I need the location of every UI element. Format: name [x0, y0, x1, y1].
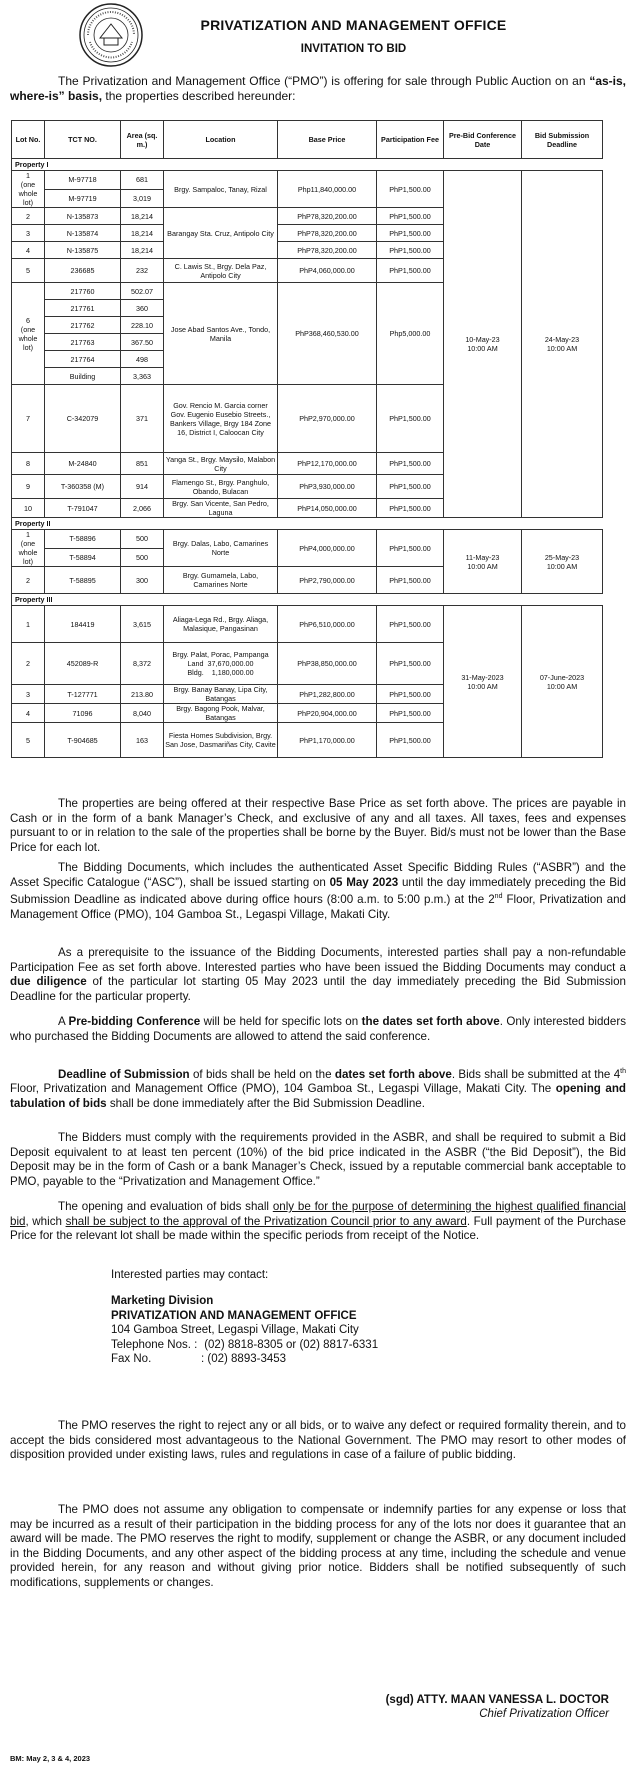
table-row — [12, 606, 603, 643]
tct-number: C-342079 — [45, 385, 121, 453]
table-header-cell: Participation Fee — [377, 121, 444, 159]
signatory-title: Chief Privatization Officer — [479, 1708, 609, 1721]
property-group-label: Property II — [12, 518, 603, 530]
participation-fee: PhP1,500.00 — [377, 259, 444, 283]
base-price: PhP4,000,000.00 — [278, 530, 377, 567]
dates-label: dates set forth above — [334, 1067, 452, 1081]
property-group-label: Property I — [12, 159, 603, 171]
intro-text: The Privatization and Management Office (“PMO”) is offering for sale through Public Auction on an — [58, 74, 590, 88]
area: 8,372 — [121, 643, 164, 685]
lot-number: 1 (one whole lot) — [12, 530, 45, 567]
participation-fee: Php5,000.00 — [377, 283, 444, 385]
bid-submission-deadline: 25-May-23 10:00 AM — [522, 530, 603, 594]
paragraph-text: The Bidding Documents, which includes the authenticated Asset Specific Bidding Rules (“ASBR”) and the Asset Specific Catalogue (“ASC”), shall be issued starting on — [10, 861, 626, 889]
lot-number: 10 — [12, 499, 45, 518]
prebid-conference-date: 11-May-23 10:00 AM — [444, 530, 522, 594]
participation-fee: PhP1,500.00 — [377, 475, 444, 499]
location: Brgy. Banay Banay, Lipa City, Batangas — [164, 685, 278, 704]
table-row — [12, 530, 603, 549]
area: 371 — [121, 385, 164, 453]
superscript: th — [620, 1068, 626, 1075]
lot-number: 2 — [12, 567, 45, 594]
participation-fee: PhP1,500.00 — [377, 385, 444, 453]
lot-number: 5 — [12, 723, 45, 758]
tct-number: M-97718 — [45, 171, 121, 190]
area: 2,066 — [121, 499, 164, 518]
contact-fax — [111, 1352, 378, 1366]
header — [0, 0, 637, 68]
area: 18,214 — [121, 208, 164, 225]
property-group-row — [12, 594, 603, 606]
paragraph-text: Floor, Privatization and Management Office (PMO), 104 Gamboa St., Legaspi Village, Makati City. The — [10, 1082, 556, 1096]
tct-number: T-58896 — [45, 530, 121, 549]
paragraph-prebidding — [10, 1015, 626, 1044]
tct-number: 184419 — [45, 606, 121, 643]
lot-number: 4 — [12, 242, 45, 259]
base-price: PhP1,170,000.00 — [278, 723, 377, 758]
location: Brgy. Sampaloc, Tanay, Rizal — [164, 171, 278, 208]
participation-fee: PhP1,500.00 — [377, 723, 444, 758]
location: Brgy. Dalas, Labo, Camarines Norte — [164, 530, 278, 567]
tct-number: M-24840 — [45, 453, 121, 475]
base-price: PhP12,170,000.00 — [278, 453, 377, 475]
paragraph-bidding-documents — [10, 861, 626, 922]
area: 163 — [121, 723, 164, 758]
paragraph-text: of the particular lot starting 05 May 2023 until the day immediately preceding the Bid Submission Deadline for the particular property. — [10, 975, 626, 1003]
area: 498 — [121, 351, 164, 368]
location: Brgy. Gumamela, Labo, Camarines Norte — [164, 567, 278, 594]
participation-fee: PhP1,500.00 — [377, 606, 444, 643]
area: 500 — [121, 530, 164, 549]
base-price: PhP6,510,000.00 — [278, 606, 377, 643]
intro-bold: “as-is, where-is” basis, — [10, 74, 626, 103]
base-price: PhP3,930,000.00 — [278, 475, 377, 499]
paragraph-text: The PMO does not assume any obligation to compensate or indemnify parties for any expense or loss that may be incurred as a result of their participation in the bidding process for any of the lots nor does it guarantee that an award will be made. The PMO reserves the right to modify, supplement or change the ASBR, or any document included in the Bidding Documents, and any other aspect of the bidding process at any time, including the schedule and venue provided herein, for any reason and without giving prior notice. Bidders shall be notified subsequently of such modifications, supplements or changes. — [10, 1503, 626, 1589]
area: 360 — [121, 300, 164, 317]
tct-number: Building — [45, 368, 121, 385]
paragraph-text: . Bids shall be submitted at the 4 — [451, 1067, 621, 1081]
table-row — [12, 171, 603, 190]
base-price: PhP2,790,000.00 — [278, 567, 377, 594]
contact-division: Marketing Division — [111, 1295, 214, 1308]
area: 232 — [121, 259, 164, 283]
bid-submission-deadline: 07-June-2023 10:00 AM — [522, 606, 603, 758]
paragraph-text: . Only interested bidders who purchased the Bidding Documents are allowed to attend the said conference. — [10, 1015, 626, 1043]
location: Aliaga-Lega Rd., Brgy. Aliaga, Malasique, Pangasinan — [164, 606, 278, 643]
base-price: PhP78,320,200.00 — [278, 208, 377, 225]
intro-paragraph — [10, 74, 626, 104]
paragraph-text: Floor, Privatization and Management Office (PMO), 104 Gamboa St., Legaspi Village, Makati City. — [10, 893, 626, 921]
participation-fee: PhP1,500.00 — [377, 453, 444, 475]
lot-number: 5 — [12, 259, 45, 283]
location: Brgy. Palat, Porac, Pampanga Land 37,670,000.00 Bldg. 1,180,000.00 — [164, 643, 278, 685]
pmo-seal-icon — [78, 2, 144, 68]
paragraph-text: until the day immediately preceding the Bid Submission Deadline as indicated above during office hours (8:00 a.m. to 5:00 p.m.) at the 2 — [10, 875, 627, 907]
prebid-conference-date: 10-May-23 10:00 AM — [444, 171, 522, 518]
lot-number: 4 — [12, 704, 45, 723]
participation-fee: PhP1,500.00 — [377, 530, 444, 567]
participation-fee: PhP1,500.00 — [377, 225, 444, 242]
property-group-label: Property III — [12, 594, 603, 606]
property-group-row — [12, 518, 603, 530]
contact-office: PRIVATIZATION AND MANAGEMENT OFFICE — [111, 1309, 357, 1322]
paragraph-text: The PMO reserves the right to reject any or all bids, or to waive any defect or required formality therein, and to accept the bids considered most advantageous to the National Government. The PMO may resort to other modes of disposition provided under existing laws, rules and regulations in case of a failure of public bidding. — [10, 1419, 626, 1462]
tct-number: N-135874 — [45, 225, 121, 242]
location: Brgy. San Vicente, San Pedro, Laguna — [164, 499, 278, 518]
paragraph-text: shall be done immediately after the Bid Submission Deadline. — [106, 1097, 425, 1111]
participation-fee: PhP1,500.00 — [377, 567, 444, 594]
paragraph-reservation — [10, 1419, 626, 1463]
lot-number: 3 — [12, 685, 45, 704]
paragraph-text: . Full payment of the Purchase Price for the relevant lot shall be made within the specific periods from receipt of the Notice. — [10, 1214, 627, 1243]
location: Jose Abad Santos Ave., Tondo, Manila — [164, 283, 278, 385]
lot-number: 8 — [12, 453, 45, 475]
tct-number: 71096 — [45, 704, 121, 723]
lot-number: 3 — [12, 225, 45, 242]
lot-number: 1 — [12, 606, 45, 643]
fax-number: : (02) 8893-3453 — [201, 1353, 287, 1366]
location: Barangay Sta. Cruz, Antipolo City — [164, 208, 278, 259]
location: Fiesta Homes Subdivision, Brgy. San Jose, Dasmariñas City, Cavite — [164, 723, 278, 758]
tct-number: 236685 — [45, 259, 121, 283]
participation-fee: PhP1,500.00 — [377, 704, 444, 723]
tct-number: N-135875 — [45, 242, 121, 259]
paragraph-text: The opening and evaluation of bids shall — [58, 1200, 273, 1213]
base-price: PhP20,904,000.00 — [278, 704, 377, 723]
tct-number: T-904685 — [45, 723, 121, 758]
table-header-cell: Lot No. — [12, 121, 45, 159]
prebid-conference-date: 31-May-2023 10:00 AM — [444, 606, 522, 758]
participation-fee: PhP1,500.00 — [377, 685, 444, 704]
underlined-text: only be for the purpose of determining the highest qualified financial bid — [10, 1200, 626, 1228]
participation-fee: PhP1,500.00 — [377, 208, 444, 225]
area: 681 — [121, 171, 164, 190]
tct-number: T-360358 (M) — [45, 475, 121, 499]
base-price: PhP368,460,530.00 — [278, 283, 377, 385]
base-price: PhP2,970,000.00 — [278, 385, 377, 453]
area: 367.50 — [121, 334, 164, 351]
lot-number: 9 — [12, 475, 45, 499]
location: Brgy. Bagong Pook, Malvar, Batangas — [164, 704, 278, 723]
base-price: PhP78,320,200.00 — [278, 225, 377, 242]
paragraph-prerequisite — [10, 946, 626, 1004]
table-header-cell: Bid Submission Deadline — [522, 121, 603, 159]
area: 500 — [121, 548, 164, 567]
paragraph-text: The Bidders must comply with the requirements provided in the ASBR, and shall be required to submit a Bid Deposit equivalent to at least ten percent (10%) of the bid price indicated in the ASBR (“the Bid Deposit”), the Bid Deposit may be in the form of Cash or a bank Manager’s Check, issued by a reputable commercial bank acceptable to PMO, payable to the “Privatization and Management Office.” — [10, 1131, 626, 1188]
lot-number: 1 (one whole lot) — [12, 171, 45, 208]
property-group-row — [12, 159, 603, 171]
contact-telephone — [111, 1338, 378, 1352]
area: 914 — [121, 475, 164, 499]
area: 300 — [121, 567, 164, 594]
table-header-cell: Area (sq. m.) — [121, 121, 164, 159]
paragraph-evaluation — [10, 1200, 626, 1244]
table-header-cell: Pre-Bid Conference Date — [444, 121, 522, 159]
location: Flamengo St., Brgy. Panghulo, Obando, Bulacan — [164, 475, 278, 499]
base-price: Php11,840,000.00 — [278, 171, 377, 208]
tct-number: M-97719 — [45, 189, 121, 208]
area: 18,214 — [121, 225, 164, 242]
area: 502.07 — [121, 283, 164, 300]
location: C. Lawis St., Brgy. Dela Paz, Antipolo City — [164, 259, 278, 283]
tct-number: 217761 — [45, 300, 121, 317]
area: 213.80 — [121, 685, 164, 704]
area: 228.10 — [121, 317, 164, 334]
area: 3,615 — [121, 606, 164, 643]
base-price: PhP4,060,000.00 — [278, 259, 377, 283]
paragraph-requirements — [10, 1131, 626, 1189]
area: 18,214 — [121, 242, 164, 259]
signature-block — [386, 1693, 609, 1722]
tct-number: T-791047 — [45, 499, 121, 518]
paragraph-text: of bids shall be held on the — [189, 1067, 335, 1081]
lot-number: 7 — [12, 385, 45, 453]
location: Yanga St., Brgy. Maysilo, Malabon City — [164, 453, 278, 475]
base-price: PhP14,050,000.00 — [278, 499, 377, 518]
prebidding-label: Pre-bidding Conference — [68, 1015, 201, 1028]
area: 8,040 — [121, 704, 164, 723]
table-header-cell: Location — [164, 121, 278, 159]
participation-fee: PhP1,500.00 — [377, 643, 444, 685]
base-price: PhP38,850,000.00 — [278, 643, 377, 685]
location: Gov. Rencio M. Garcia corner Gov. Eugenio Eusebio Streets., Bankers Village, Brgy 184 Zone 16, District I, Caloocan City — [164, 385, 278, 453]
office-title: PRIVATIZATION AND MANAGEMENT OFFICE — [200, 17, 507, 33]
area: 3,363 — [121, 368, 164, 385]
fax-label: Fax No. — [111, 1353, 152, 1366]
tct-number: 452089-R — [45, 643, 121, 685]
tct-number: T-58895 — [45, 567, 121, 594]
telephone-numbers: (02) 8818-8305 or (02) 8817-6331 — [204, 1338, 379, 1351]
paragraph-obligation — [10, 1503, 626, 1591]
tct-number: N-135873 — [45, 208, 121, 225]
tct-number: 217762 — [45, 317, 121, 334]
participation-fee: PhP1,500.00 — [377, 171, 444, 208]
table-header-cell: Base Price — [278, 121, 377, 159]
tct-number: 217763 — [45, 334, 121, 351]
lot-number: 2 — [12, 643, 45, 685]
contact-lead: Interested parties may contact: — [111, 1269, 269, 1281]
contact-address: 104 Gamboa Street, Legaspi Village, Makati City — [111, 1324, 359, 1337]
superscript: nd — [494, 893, 503, 901]
document-title: INVITATION TO BID — [300, 43, 407, 55]
paragraph-text: The properties are being offered at their respective Base Price as set forth above. The prices are payable in Cash or in the form of a bank Manager’s Check, and exclusive of any and all taxes. All taxes, fees and expenses pursuant to or in relation to the sale of the properties shall be borne by the Buyer. Bid/s must not be lower than the Base Price for each lot. — [10, 797, 626, 854]
tct-number: 217764 — [45, 351, 121, 368]
paragraph-text: , which — [25, 1214, 66, 1228]
area: 3,019 — [121, 189, 164, 208]
table-header-cell: TCT NO. — [45, 121, 121, 159]
participation-fee: PhP1,500.00 — [377, 242, 444, 259]
lot-number: 6 (one whole lot) — [12, 283, 45, 385]
signatory-name: (sgd) ATTY. MAAN VANESSA L. DOCTOR — [385, 1694, 609, 1706]
intro-text-end: the properties described hereunder: — [102, 89, 296, 103]
lot-number: 2 — [12, 208, 45, 225]
base-price: PhP1,282,800.00 — [278, 685, 377, 704]
bid-submission-deadline: 24-May-23 10:00 AM — [522, 171, 603, 518]
dates-label: the dates set forth above — [361, 1015, 500, 1028]
issue-date: 05 May 2023 — [329, 875, 399, 889]
tct-number: 217760 — [45, 283, 121, 300]
paragraph-text: will be held for specific lots on — [200, 1015, 362, 1028]
contact-block — [111, 1268, 378, 1366]
due-diligence: due diligence — [10, 975, 87, 989]
properties-table — [11, 120, 603, 758]
tct-number: T-127771 — [45, 685, 121, 704]
publication-note: BM: May 2, 3 & 4, 2023 — [10, 1754, 91, 1763]
paragraph-base-price — [10, 797, 626, 855]
participation-fee: PhP1,500.00 — [377, 499, 444, 518]
base-price: PhP78,320,200.00 — [278, 242, 377, 259]
opening-label: opening and tabulation of bids — [10, 1082, 626, 1111]
table-header-row — [12, 121, 603, 159]
deadline-label: Deadline of Submission — [58, 1067, 190, 1081]
tct-number: T-58894 — [45, 548, 121, 567]
underlined-text: shall be subject to the approval of the Privatization Council prior to any award — [65, 1214, 467, 1228]
paragraph-text: As a prerequisite to the issuance of the Bidding Documents, interested parties shall pay a non-refundable Participation Fee as set forth above. Interested parties who have been issued the Bidding Documents may conduct a — [10, 946, 626, 974]
paragraph-text: A — [58, 1015, 69, 1028]
area: 851 — [121, 453, 164, 475]
telephone-label: Telephone Nos. : — [111, 1338, 198, 1351]
paragraph-deadline — [10, 1065, 626, 1112]
